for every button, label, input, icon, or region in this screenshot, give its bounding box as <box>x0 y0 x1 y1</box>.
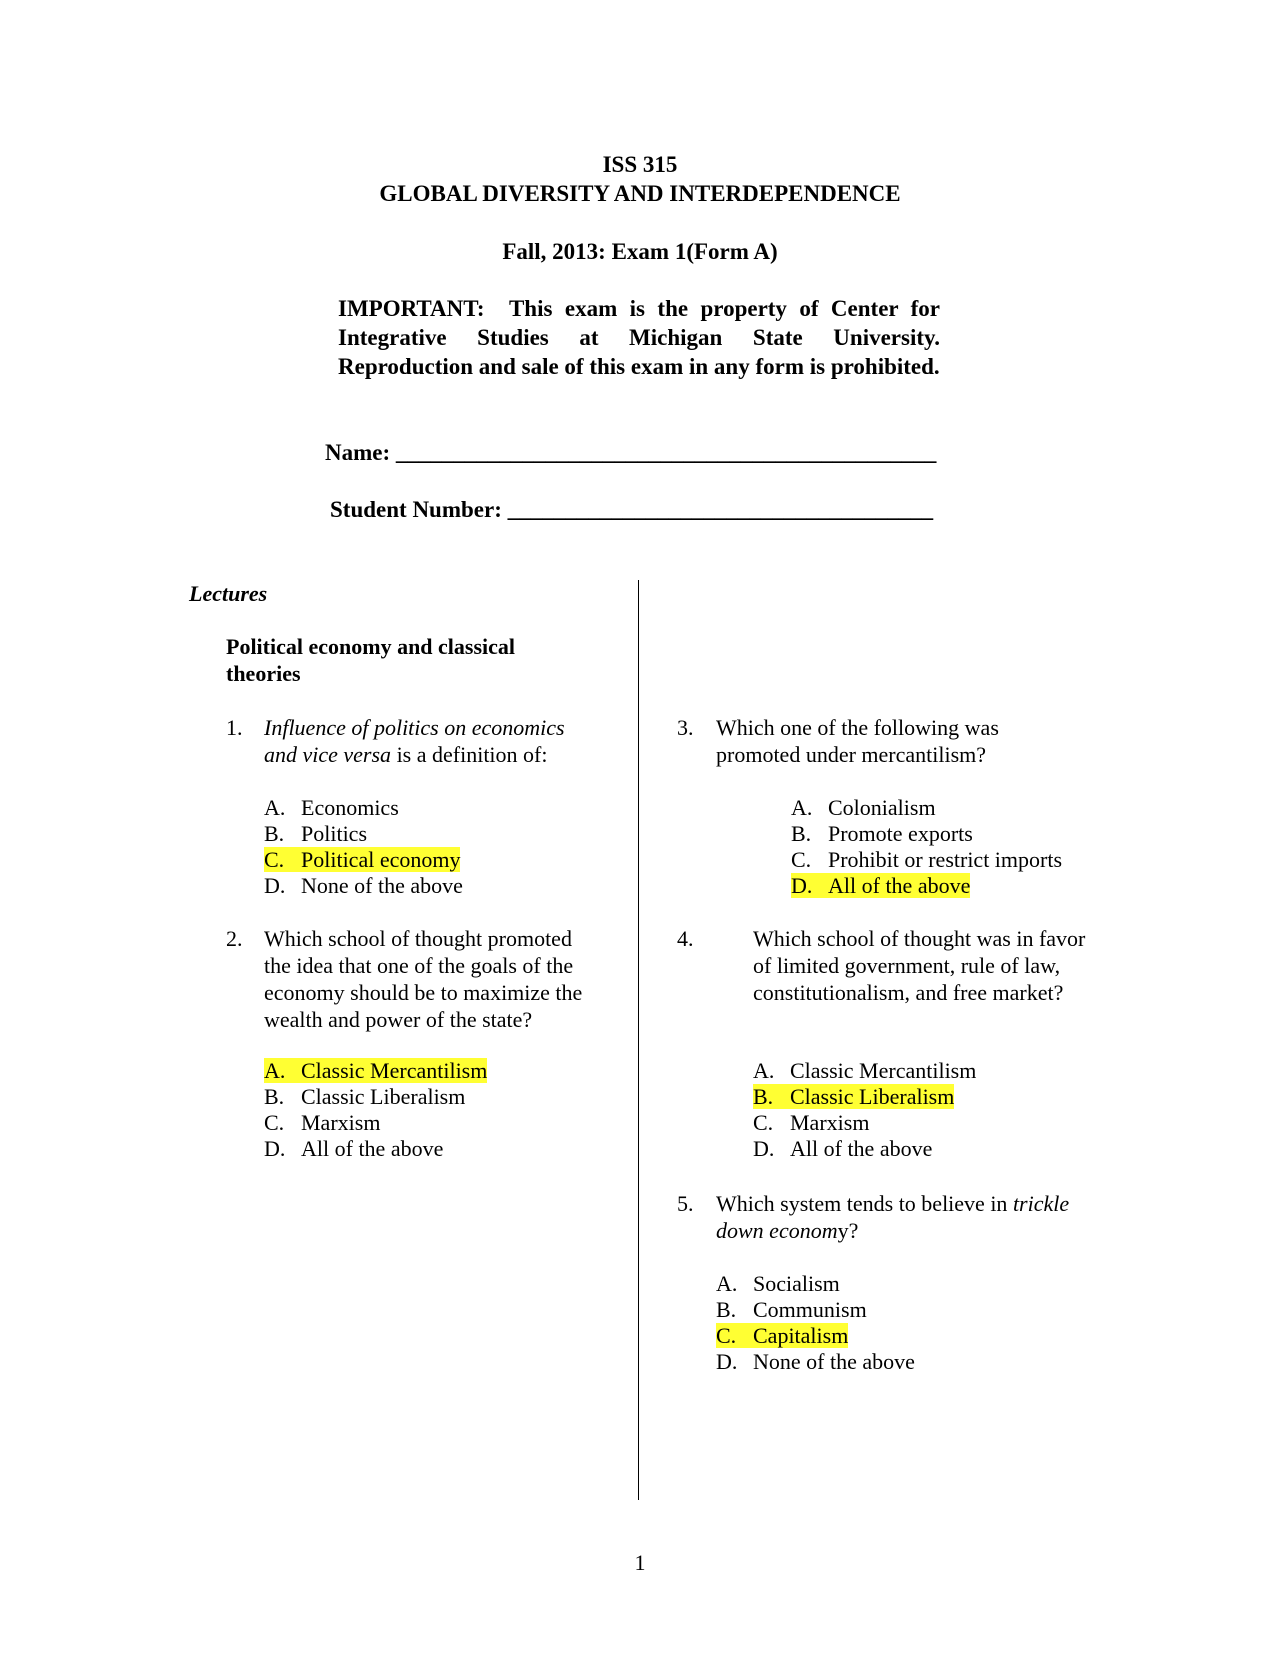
q5-option-b[interactable]: B. Communism <box>716 1297 867 1322</box>
question-3-number: 3. <box>677 715 694 740</box>
question-4-text: Which school of thought was in favor of limited government, rule of law, constitutionalism, and free market? <box>753 926 1086 1005</box>
q1-option-a[interactable]: A. Economics <box>264 795 399 820</box>
name-field[interactable] <box>325 438 936 468</box>
q3-option-c[interactable]: C. Prohibit or restrict imports <box>791 847 1063 872</box>
q4-option-d[interactable]: D. All of the above <box>753 1136 933 1161</box>
course-title: GLOBAL DIVERSITY AND INTERDEPENDENCE <box>379 181 901 206</box>
q3-option-d[interactable]: D. All of the above <box>791 873 971 898</box>
important-notice <box>338 294 940 381</box>
student-number-line[interactable]: _____________________________________ <box>507 497 934 522</box>
subsection-title: Political economy and classical theories <box>226 634 516 686</box>
q2-option-c[interactable]: C. Marxism <box>264 1110 381 1135</box>
q5-option-d[interactable]: D. None of the above <box>716 1349 915 1374</box>
exam-title: Fall, 2013: Exam 1(Form A) <box>502 239 778 264</box>
page-number: 1 <box>634 1550 646 1575</box>
q5-option-c[interactable]: C. Capitalism <box>716 1323 849 1348</box>
question-1-italic: Influence of politics on economics and vice versa <box>264 715 565 767</box>
student-number-field[interactable] <box>330 495 933 525</box>
course-code: ISS 315 <box>602 152 678 177</box>
q4-option-a[interactable]: A. Classic Mercantilism <box>753 1058 977 1083</box>
question-1-number: 1. <box>226 715 243 740</box>
question-5-italic: trickle down econom <box>716 1191 1070 1243</box>
q3-option-b[interactable]: B. Promote exports <box>791 821 973 846</box>
question-1-rest: is a definition of: <box>396 742 548 767</box>
q5-option-a[interactable]: A. Socialism <box>716 1271 840 1296</box>
important-text: This exam is the property of Center for Integrative Studies at Michigan State University. Reproduction and sale of this exam in any form is prohibited. <box>338 296 940 379</box>
question-2-number: 2. <box>226 926 243 951</box>
question-1-text <box>264 714 594 768</box>
name-label: Name: <box>325 440 391 465</box>
question-5-pre: Which system tends to believe in <box>716 1191 1008 1216</box>
question-5-post: y? <box>837 1218 859 1243</box>
q2-option-a[interactable]: A. Classic Mercantilism <box>264 1058 488 1083</box>
student-number-label: Student Number: <box>330 497 502 522</box>
q3-option-a[interactable]: A. Colonialism <box>791 795 936 820</box>
q1-option-d[interactable]: D. None of the above <box>264 873 463 898</box>
question-3-text: Which one of the following was promoted under mercantilism? <box>716 715 999 767</box>
q1-option-b[interactable]: B. Politics <box>264 821 368 846</box>
question-5-text <box>716 1190 1096 1244</box>
section-label: Lectures <box>189 581 268 606</box>
q2-option-b[interactable]: B. Classic Liberalism <box>264 1084 466 1109</box>
q4-option-b[interactable]: B. Classic Liberalism <box>753 1084 955 1109</box>
name-line[interactable]: _______________________________________________ <box>395 440 937 465</box>
q1-option-c[interactable]: C. Political economy <box>264 847 461 872</box>
question-2-text: Which school of thought promoted the idea that one of the goals of the economy should be to maximize the wealth and power of the state? <box>264 926 583 1032</box>
q4-option-c[interactable]: C. Marxism <box>753 1110 870 1135</box>
question-5-number: 5. <box>677 1191 694 1216</box>
question-4-number: 4. <box>677 926 694 951</box>
important-label: IMPORTANT: <box>338 296 485 321</box>
column-divider <box>638 580 639 1500</box>
q2-option-d[interactable]: D. All of the above <box>264 1136 444 1161</box>
